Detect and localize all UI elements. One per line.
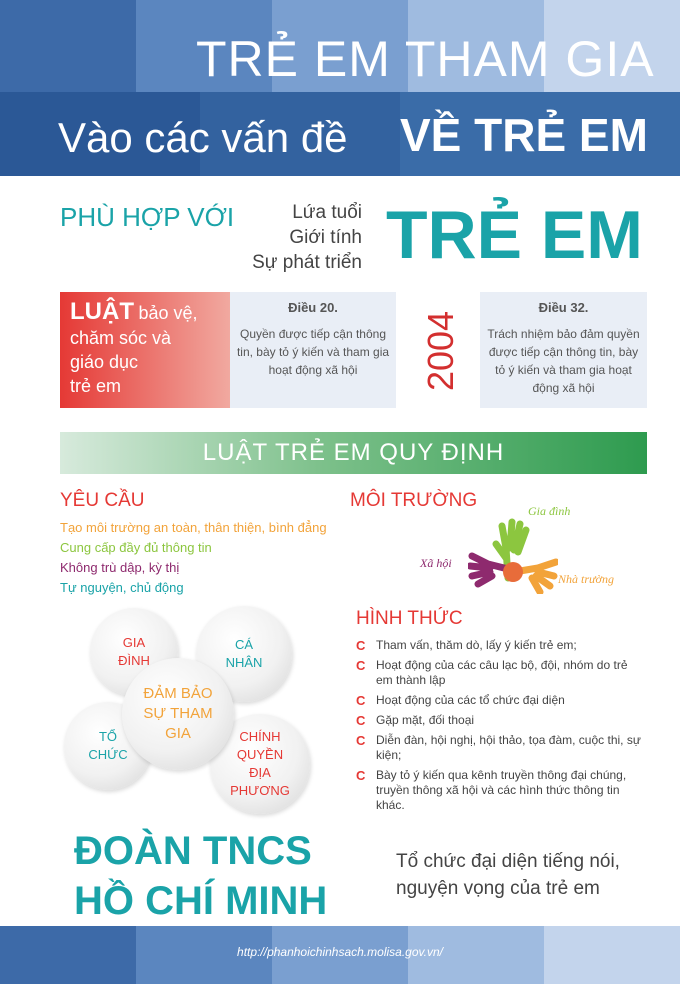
bullet-icon: C: [356, 658, 366, 673]
law-title: LUẬT: [70, 298, 134, 325]
article-heading: Điều 32.: [538, 300, 589, 315]
article-body: Quyền được tiếp cận thông tin, bày tỏ ý kiến và tham gia hoạt động xã hội: [236, 327, 390, 377]
org-name: [74, 826, 327, 926]
form-item: [356, 768, 646, 813]
requirements-list: [60, 518, 327, 598]
law-year: 2004: [420, 310, 461, 392]
criteria-development: Sự phát triển: [252, 252, 362, 273]
law-title-rest: bảo vệ,: [138, 303, 198, 323]
form-item: [356, 693, 646, 708]
family-label: Gia đình: [528, 504, 571, 518]
circle-center: [122, 658, 234, 770]
circle-government-label: CHÍNH QUYỀN ĐỊA PHƯƠNG: [230, 729, 290, 798]
org-name-line2: HỒ CHÍ MINH: [74, 879, 328, 923]
form-item-text: Tham vấn, thăm dò, lấy ý kiến trẻ em;: [376, 638, 577, 652]
bullet-icon: C: [356, 713, 366, 728]
main-title: TRẺ EM THAM GIA: [196, 31, 655, 87]
fit-criteria: [246, 200, 362, 275]
bullet-icon: C: [356, 638, 366, 653]
form-item: [356, 713, 646, 728]
forms-title: HÌNH THỨC: [356, 608, 463, 629]
hands-icon: [468, 518, 558, 594]
school-label: Nhà trường: [558, 572, 614, 586]
environment-title: MÔI TRƯỜNG: [350, 490, 478, 511]
bullet-icon: C: [356, 768, 366, 783]
subtitle-part2: VỀ TRẺ EM: [400, 109, 648, 161]
circle-organization-label: TỔ CHỨC: [88, 729, 128, 762]
circle-center-label: ĐẢM BẢO SỰ THAM GIA: [143, 685, 213, 742]
form-item-text: Gặp mặt, đối thoại: [376, 713, 475, 727]
society-label: Xã hội: [420, 556, 452, 570]
form-item: [356, 638, 646, 653]
bullet-icon: C: [356, 693, 366, 708]
article-heading: Điều 20.: [288, 300, 338, 315]
form-item: [356, 733, 646, 763]
form-item-text: Diễn đàn, hội nghị, hội thảo, tọa đàm, cuộc thi, sự kiện;: [376, 733, 641, 762]
form-item-text: Bày tỏ ý kiến qua kênh truyền thông đại chúng, truyền thông xã hội và các hình thức thông tin khác.: [376, 768, 627, 812]
law-text-line: chăm sóc và: [70, 328, 172, 348]
bullet-icon: C: [356, 733, 366, 748]
law-regulation-band: LUẬT TRẺ EM QUY ĐỊNH: [60, 432, 647, 474]
law-box: [60, 292, 230, 408]
org-name-line1: ĐOÀN TNCS: [74, 829, 312, 873]
footer-url[interactable]: http://phanhoichinhsach.molisa.gov.vn/: [237, 945, 443, 959]
criteria-age: Lứa tuổi: [292, 202, 362, 223]
requirement-item: Tự nguyện, chủ động: [60, 580, 184, 595]
form-item-text: Hoạt động của các câu lạc bộ, đội, nhóm do trẻ em thành lập: [376, 658, 628, 687]
org-description: Tổ chức đại diện tiếng nói, nguyện vọng của trẻ em: [396, 851, 620, 899]
criteria-gender: Giới tính: [289, 227, 362, 248]
requirement-item: Tạo môi trường an toàn, thân thiện, bình đẳng: [60, 520, 327, 535]
article-32-box: [480, 292, 647, 408]
circle-individual-label: CÁ NHÂN: [225, 637, 263, 670]
forms-list: [356, 638, 646, 818]
article-body: Trách nhiệm bảo đảm quyền được tiếp cận thông tin, bày tỏ ý kiến và tham gia hoạt động xã hội: [487, 327, 640, 395]
article-20-box: [230, 292, 396, 408]
circle-family-label: GIA ĐÌNH: [118, 635, 150, 668]
law-text-line: giáo dục: [70, 352, 139, 372]
law-text-line: trẻ em: [70, 376, 122, 396]
requirements-title: YÊU CẦU: [60, 490, 145, 511]
requirement-item: Cung cấp đầy đủ thông tin: [60, 540, 212, 555]
fit-target: TRẺ EM: [386, 197, 643, 273]
requirement-item: Không trù dập, kỳ thị: [60, 560, 180, 575]
form-item: [356, 658, 646, 688]
form-item-text: Hoạt động của các tổ chức đại diện: [376, 693, 565, 707]
fit-label: PHÙ HỢP VỚI: [60, 202, 235, 232]
subtitle-part1: Vào các vấn đề: [58, 114, 348, 161]
